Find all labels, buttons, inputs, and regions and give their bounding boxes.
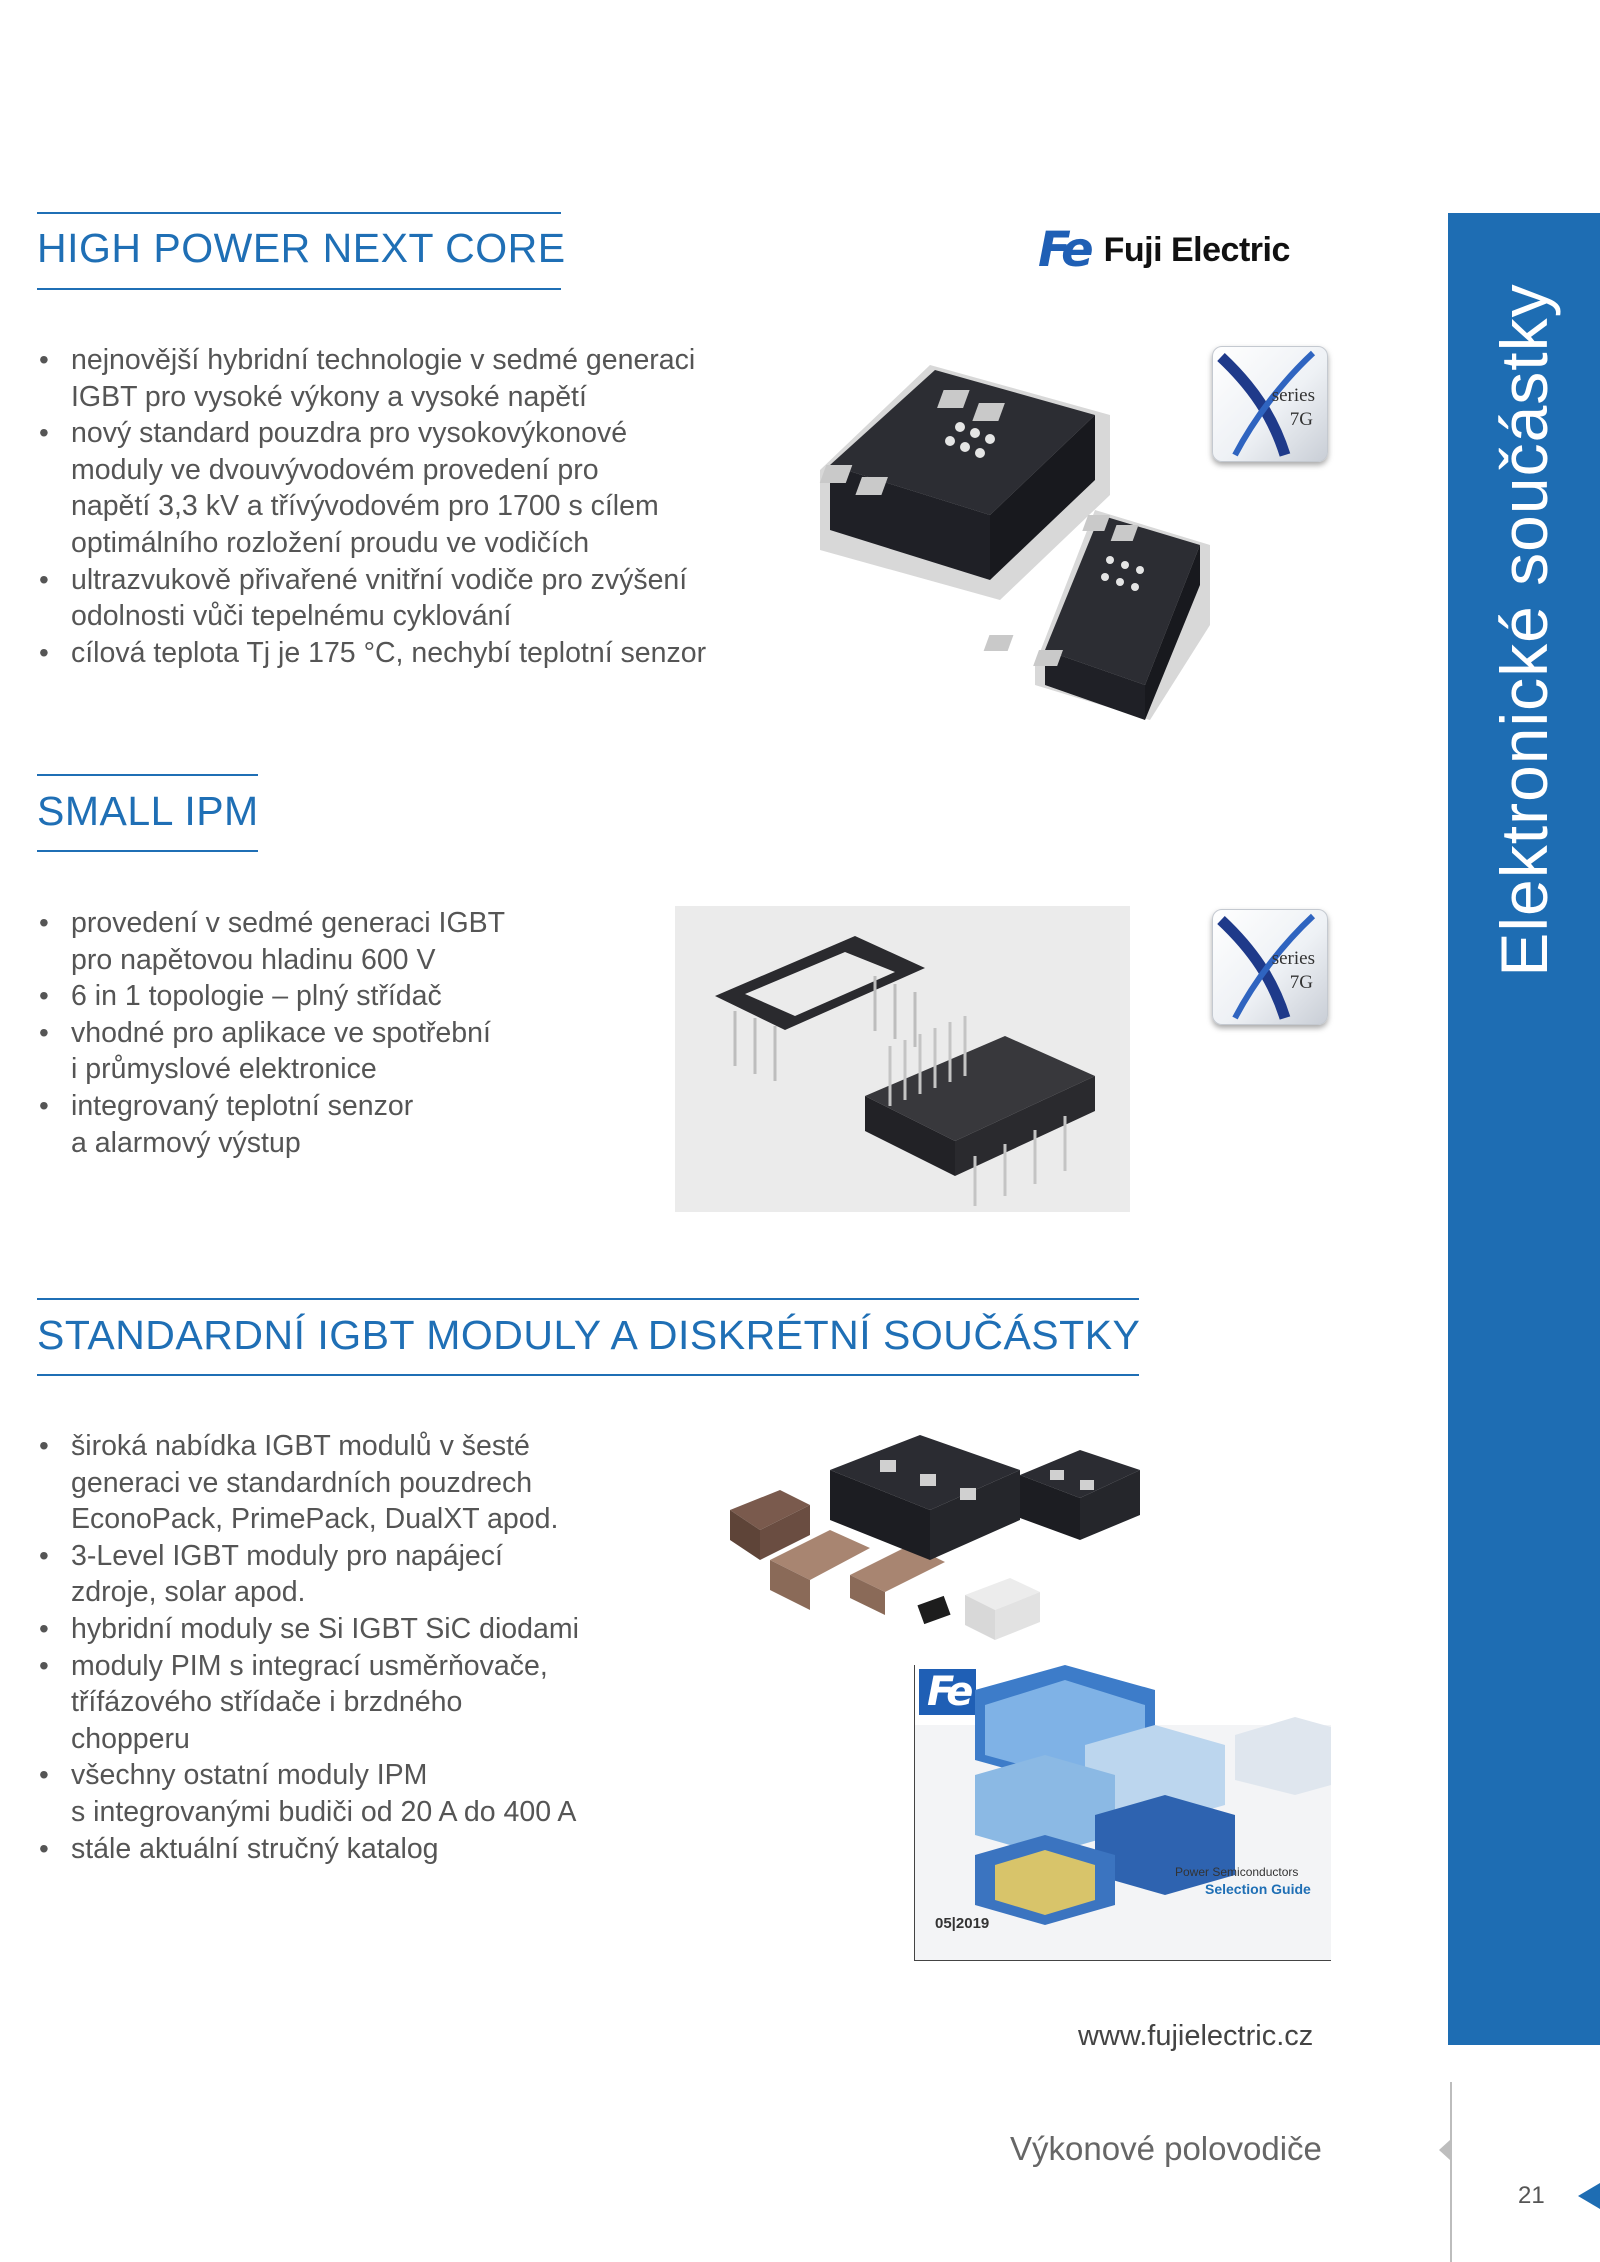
bullet-item: • široká nabídka IGBT modulů v šesté generaci ve standardních pouzdrech EconoPack, PrimePack, DualXT apod.	[37, 1428, 677, 1538]
bullet-item: • nejnovější hybridní technologie v sedmé generaci IGBT pro vysoké výkony a vysoké napětí	[37, 342, 797, 415]
selection-guide-catalog-cover	[914, 1665, 1331, 1961]
bullet-item: • moduly PIM s integrací usměrňovače, třífázového střídače i brzdného chopperu	[37, 1648, 677, 1758]
badge-generation-text: 7G	[1289, 409, 1313, 430]
catalog-date: 05|2019	[935, 1915, 990, 1932]
page-arrow-icon	[1578, 2183, 1600, 2209]
section-2-bullet-list	[37, 905, 637, 1161]
footer-marker-icon	[1439, 2140, 1450, 2160]
section-3-bullet-list	[37, 1428, 677, 1867]
section-3-heading: STANDARDNÍ IGBT MODULY A DISKRÉTNÍ SOUČÁSTKY	[37, 1312, 1141, 1358]
fuji-electric-logo	[1038, 222, 1290, 278]
x-series-7g-badge	[1212, 346, 1328, 462]
bullet-item: • 6 in 1 topologie – plný střídač	[37, 978, 637, 1015]
x-series-7g-badge	[1212, 909, 1328, 1025]
side-tab-label: Elektronické součástky	[1487, 283, 1561, 977]
bullet-item: • integrovaný teplotní senzor a alarmový výstup	[37, 1088, 637, 1161]
website-url: www.fujielectric.cz	[1078, 2020, 1314, 2052]
section-1-bullet-list	[37, 342, 797, 671]
section-1-heading: HIGH POWER NEXT CORE	[37, 225, 566, 271]
section-2-bottom-rule	[37, 850, 258, 852]
bullet-item: • stále aktuální stručný katalog	[37, 1831, 677, 1868]
logo-text: Fuji Electric	[1103, 230, 1290, 269]
section-2-heading: SMALL IPM	[37, 788, 259, 834]
footer-section-title: Výkonové polovodiče	[1010, 2130, 1322, 2167]
badge-series-text: series	[1271, 385, 1315, 406]
small-ipm-photo	[675, 906, 1130, 1212]
catalog-title-line2: Selection Guide	[1205, 1881, 1311, 1897]
page-number: 21	[1518, 2182, 1545, 2209]
footer-divider	[1450, 2082, 1452, 2262]
section-2-top-rule	[37, 774, 258, 776]
bullet-item: • provedení v sedmé generaci IGBT pro napětovou hladinu 600 V	[37, 905, 637, 978]
section-1-bottom-rule	[37, 288, 561, 290]
fe-logo-icon: Fe	[1038, 222, 1088, 278]
section-3-bottom-rule	[37, 1374, 1139, 1376]
bullet-item: • 3-Level IGBT moduly pro napájecí zdroje, solar apod.	[37, 1538, 677, 1611]
section-3-top-rule	[37, 1298, 1139, 1300]
badge-generation-text: 7G	[1289, 972, 1313, 993]
bullet-item: • ultrazvukově přivařené vnitřní vodiče pro zvýšení odolnosti vůči tepelnému cyklování	[37, 562, 797, 635]
catalog-fe-logo-icon: Fe	[919, 1669, 976, 1715]
badge-series-text: series	[1271, 948, 1315, 969]
catalog-title-line1: Power Semiconductors	[1175, 1865, 1299, 1879]
high-power-module-photo	[810, 345, 1230, 725]
bullet-item: • hybridní moduly se Si IGBT SiC diodami	[37, 1611, 677, 1648]
bullet-item: • vhodné pro aplikace ve spotřební i průmyslové elektronice	[37, 1015, 637, 1088]
bullet-item: • cílová teplota Tj je 175 °C, nechybí teplotní senzor	[37, 635, 797, 672]
bullet-item: • nový standard pouzdra pro vysokovýkonové moduly ve dvouvývodovém provedení pro napětí 3,3 kV a třívývodovém pro 1700 s cílem optimálního rozložení proudu ve vodičích	[37, 415, 797, 561]
bullet-item: • všechny ostatní moduly IPM s integrovanými budiči od 20 A do 400 A	[37, 1757, 677, 1830]
section-1-top-rule	[37, 212, 561, 214]
standard-modules-photo	[720, 1430, 1340, 1670]
